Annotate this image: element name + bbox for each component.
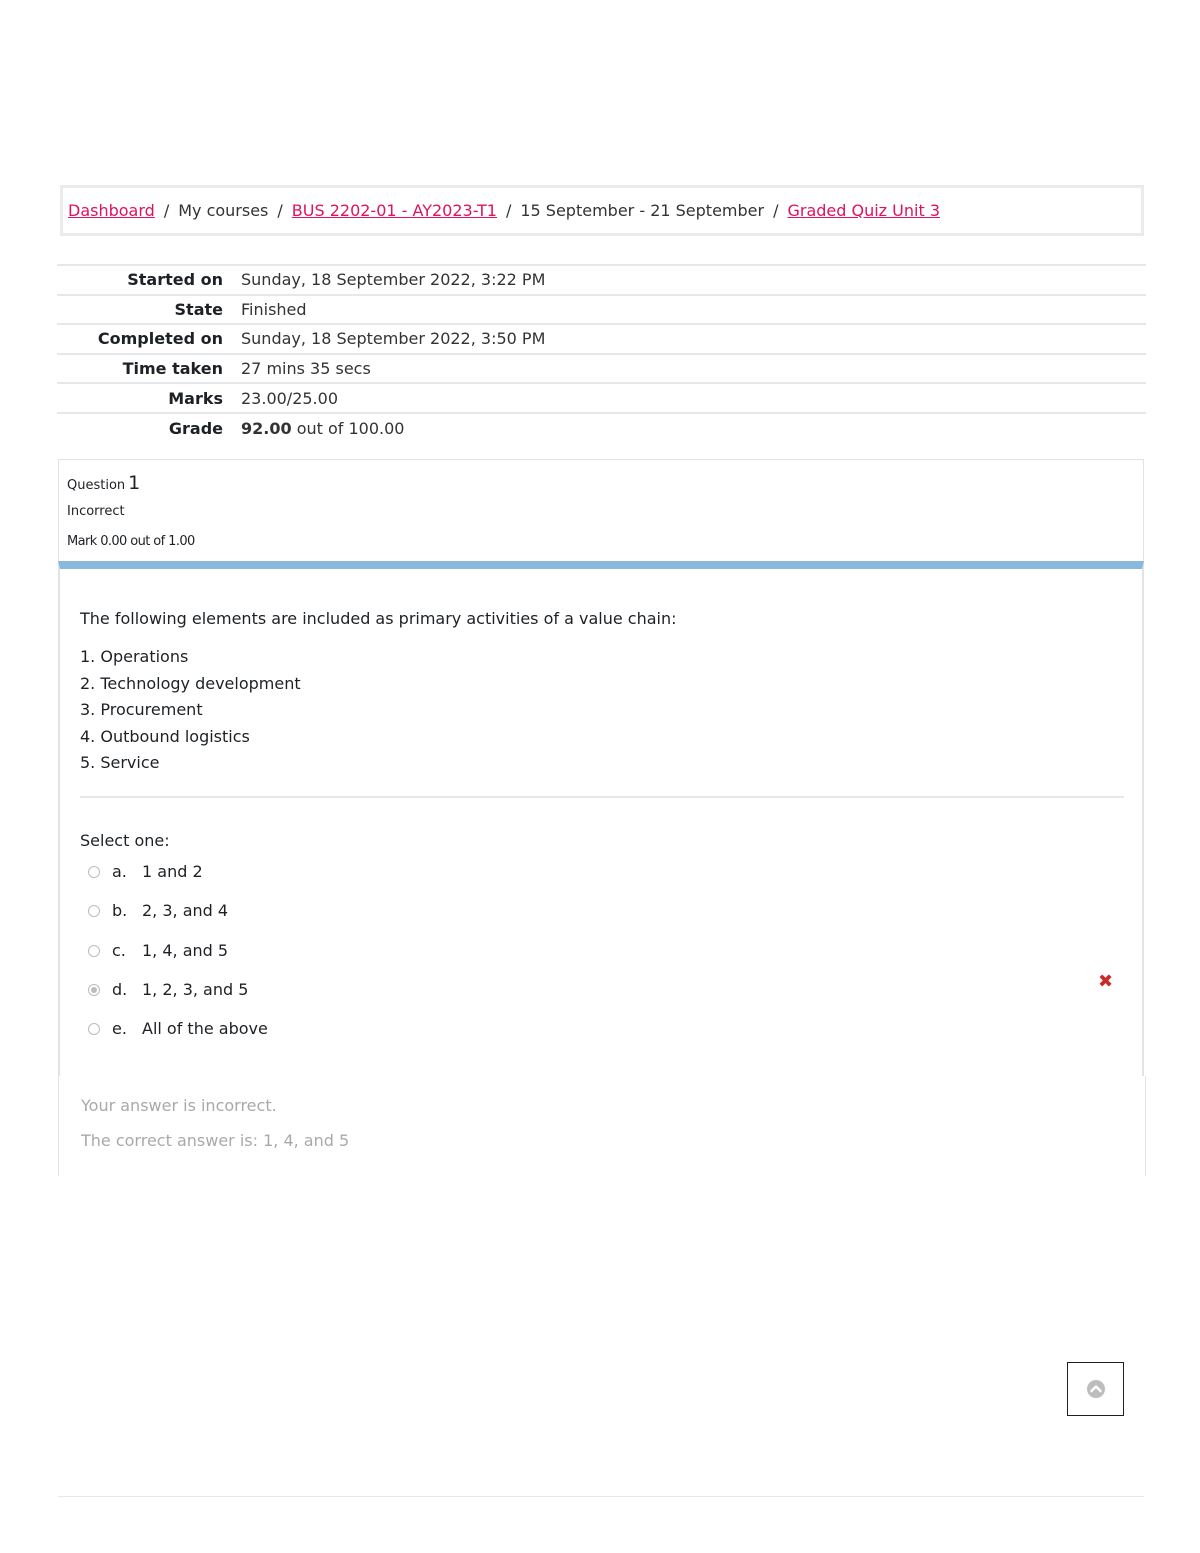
radio-button-selected[interactable] — [88, 984, 100, 996]
radio-button[interactable] — [88, 905, 100, 917]
question-label: Question — [67, 478, 126, 493]
breadcrumb-week: 15 September - 21 September — [520, 201, 765, 220]
divider — [80, 796, 1124, 798]
summary-row-marks — [57, 383, 1146, 413]
breadcrumb-dashboard-link[interactable]: Dashboard — [68, 201, 155, 220]
summary-value: Finished — [241, 299, 307, 319]
chevron-up-circle-icon — [1086, 1379, 1106, 1399]
grade-score: 92.00 — [241, 418, 292, 438]
answer-option-a[interactable] — [88, 862, 203, 881]
option-letter: c. — [112, 941, 126, 960]
summary-label: Marks — [168, 388, 223, 408]
list-item: 4. Outbound logistics — [80, 726, 250, 746]
option-letter: d. — [112, 980, 128, 999]
breadcrumb-my-courses: My courses — [178, 201, 269, 220]
breadcrumb-separator: / — [163, 201, 170, 220]
question-mark: Mark 0.00 out of 1.00 — [67, 534, 195, 549]
summary-label: Time taken — [122, 359, 223, 379]
question-number-value: 1 — [128, 472, 141, 494]
option-text: All of the above — [142, 1019, 268, 1038]
question-content — [58, 561, 1144, 1076]
summary-row-completed — [57, 324, 1146, 354]
summary-label: Completed on — [97, 329, 223, 349]
question-text: The following elements are included as primary activities of a value chain: — [80, 609, 677, 628]
option-letter: b. — [112, 901, 128, 920]
summary-value: Sunday, 18 September 2022, 3:22 PM — [241, 270, 546, 290]
breadcrumb — [60, 185, 1144, 236]
question-items-list — [80, 644, 301, 777]
radio-button[interactable] — [88, 945, 100, 957]
summary-row-state — [57, 295, 1146, 325]
grade-out-of: out of 100.00 — [296, 418, 405, 438]
option-text: 1, 2, 3, and 5 — [142, 980, 249, 999]
list-item: 2. Technology development — [80, 673, 301, 693]
feedback-text: Your answer is incorrect. — [81, 1096, 277, 1115]
summary-row-grade — [57, 413, 1146, 443]
summary-value: 23.00/25.00 — [241, 388, 338, 408]
summary-row-started — [57, 265, 1146, 295]
question-state: Incorrect — [67, 504, 125, 519]
attempt-summary-table — [57, 264, 1146, 443]
radio-button[interactable] — [88, 1023, 100, 1035]
summary-value: Sunday, 18 September 2022, 3:50 PM — [241, 329, 546, 349]
list-item: 3. Procurement — [80, 700, 203, 719]
answer-option-c[interactable] — [88, 941, 228, 960]
answer-option-d[interactable] — [88, 980, 248, 999]
correct-answer-text: The correct answer is: 1, 4, and 5 — [81, 1131, 350, 1150]
close-icon: ✖ — [1098, 971, 1114, 992]
summary-label: Started on — [127, 270, 223, 290]
breadcrumb-course-link[interactable]: BUS 2202-01 - AY2023-T1 — [291, 201, 497, 220]
select-one-prompt: Select one: — [80, 831, 170, 850]
breadcrumb-separator: / — [773, 201, 779, 220]
summary-value — [241, 413, 1146, 443]
summary-label: State — [174, 299, 223, 319]
footer-divider — [58, 1496, 1144, 1497]
answer-option-b[interactable] — [88, 901, 228, 920]
breadcrumb-separator: / — [277, 201, 283, 220]
option-text: 1, 4, and 5 — [142, 941, 229, 960]
list-item: 5. Service — [80, 753, 160, 772]
breadcrumb-quiz-link[interactable]: Graded Quiz Unit 3 — [787, 201, 940, 220]
question-number — [67, 472, 140, 494]
back-to-top-button[interactable] — [1067, 1362, 1124, 1416]
radio-button[interactable] — [88, 866, 100, 878]
answer-option-e[interactable] — [88, 1019, 268, 1038]
option-text: 1 and 2 — [142, 862, 203, 881]
option-letter: a. — [112, 862, 127, 881]
summary-value: 27 mins 35 secs — [241, 359, 371, 379]
list-item: 1. Operations — [80, 647, 189, 666]
summary-label: Grade — [168, 418, 223, 438]
summary-row-time-taken — [57, 354, 1146, 384]
question-info — [58, 459, 1144, 561]
option-letter: e. — [112, 1019, 127, 1038]
option-text: 2, 3, and 4 — [142, 901, 229, 920]
breadcrumb-separator: / — [505, 201, 512, 220]
question-feedback — [58, 1076, 1146, 1176]
